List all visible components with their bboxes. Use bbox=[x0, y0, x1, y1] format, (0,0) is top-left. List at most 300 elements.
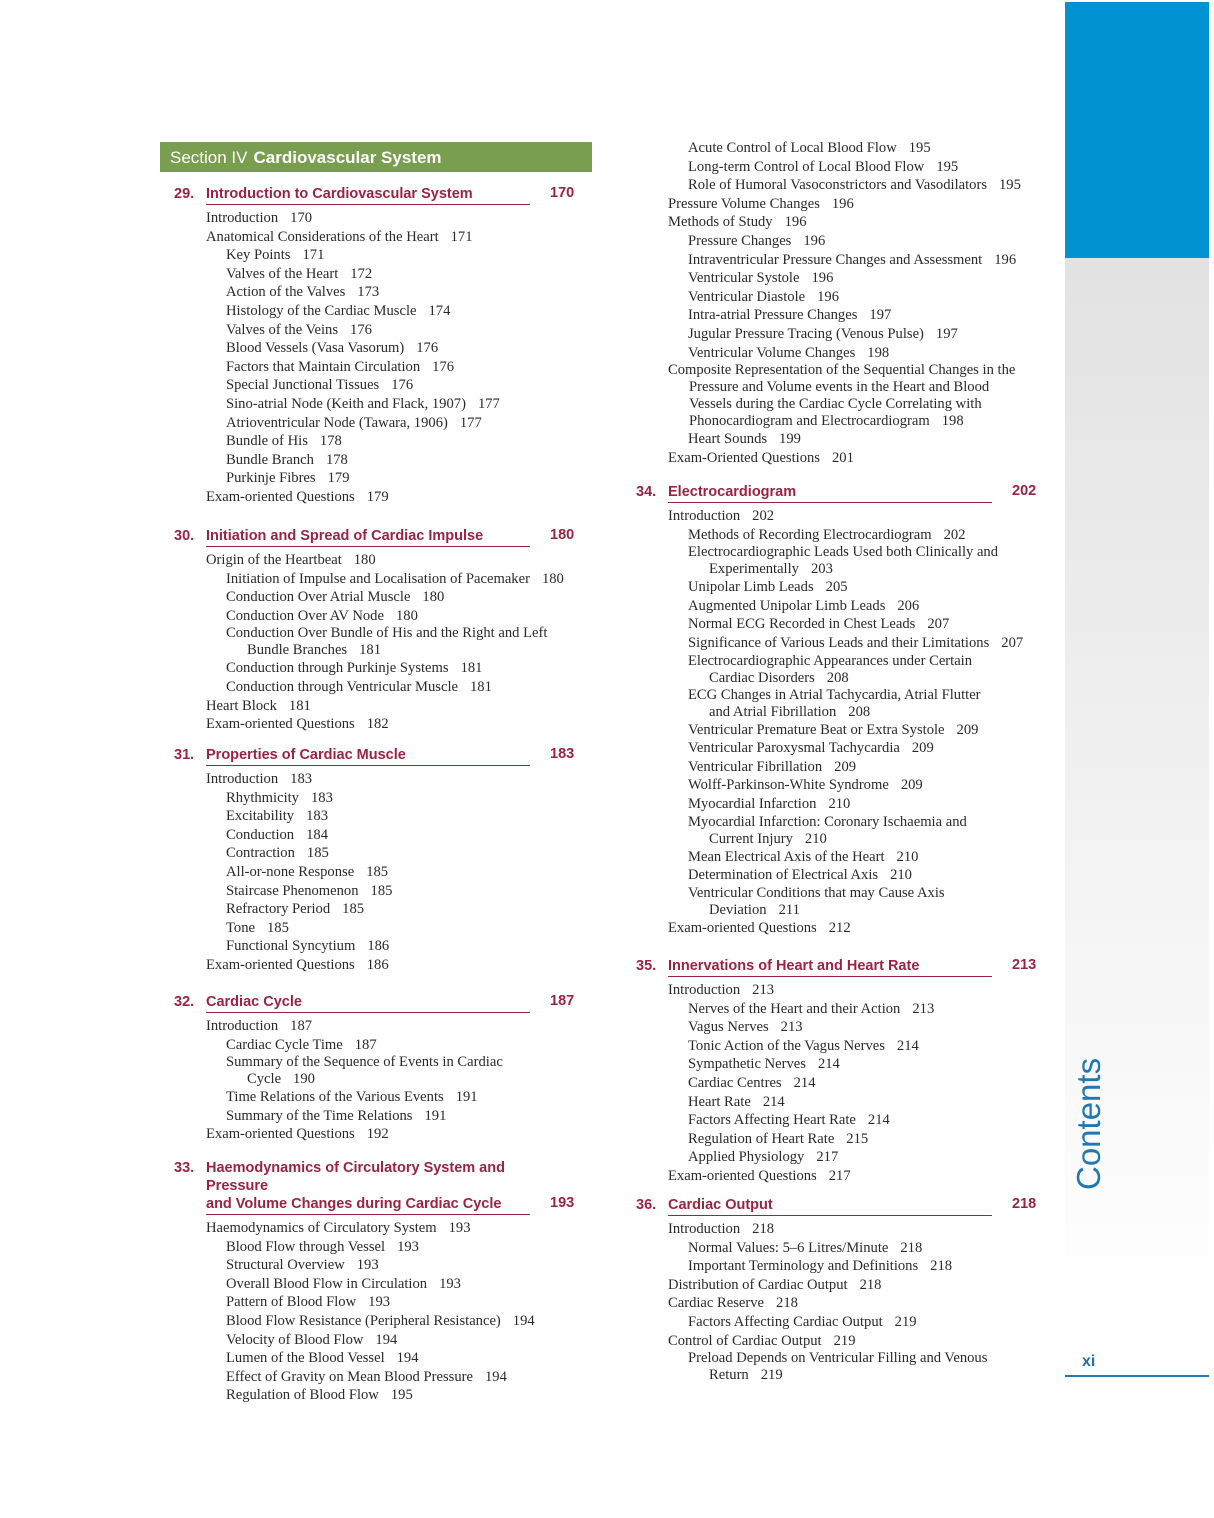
chapter-title[interactable] bbox=[668, 957, 992, 977]
toc-entry[interactable] bbox=[174, 1036, 579, 1055]
entry-page: 176 bbox=[391, 377, 414, 394]
toc-entry[interactable] bbox=[636, 981, 1041, 1000]
toc-entry[interactable] bbox=[174, 588, 579, 607]
chapter-block bbox=[636, 1196, 1041, 1384]
entry-page: 193 bbox=[368, 1294, 391, 1311]
entry-title-continuation bbox=[688, 704, 1041, 721]
toc-entry[interactable] bbox=[174, 1331, 579, 1350]
toc-entry[interactable] bbox=[174, 376, 579, 395]
entry-page: 194 bbox=[484, 1368, 507, 1385]
toc-entry[interactable] bbox=[636, 885, 1041, 919]
entry-page: 217 bbox=[816, 1149, 839, 1166]
entry-title: Factors Affecting Cardiac Output bbox=[688, 1313, 883, 1330]
entry-page: 197 bbox=[935, 325, 958, 342]
entry-title-continuation bbox=[688, 670, 1041, 687]
entry-title-line: Experimentally bbox=[709, 561, 799, 578]
toc-entry[interactable] bbox=[174, 395, 579, 414]
entry-page: 208 bbox=[848, 703, 871, 720]
entry-title: Heart Sounds bbox=[688, 431, 768, 448]
chapter-title-line: Cardiac Cycle bbox=[206, 994, 302, 1010]
entry-title-line: Current Injury bbox=[709, 830, 793, 847]
entry-title: ECG Changes in Atrial Tachycardia, Atrial Flutter bbox=[688, 686, 981, 703]
entry-title-continuation bbox=[688, 1367, 1041, 1384]
entry-page: 185 bbox=[306, 845, 329, 862]
entry-title: Heart Rate bbox=[688, 1093, 751, 1110]
entry-title: Normal Values: 5–6 Litres/Minute bbox=[688, 1239, 889, 1256]
toc-entry[interactable] bbox=[636, 1167, 1041, 1186]
entry-title: Wolff-Parkinson-White Syndrome bbox=[688, 777, 889, 794]
toc-entry[interactable] bbox=[174, 432, 579, 451]
entry-title-line: Return bbox=[709, 1367, 749, 1384]
entry-title-continuation bbox=[668, 379, 1041, 396]
entry-title: Sympathetic Nerves bbox=[688, 1056, 806, 1073]
toc-entry[interactable] bbox=[636, 251, 1041, 270]
entry-title: All-or-none Response bbox=[226, 863, 355, 880]
toc-entry[interactable] bbox=[636, 814, 1041, 848]
entry-page: 176 bbox=[432, 358, 455, 375]
entry-title: Effect of Gravity on Mean Blood Pressure bbox=[226, 1368, 473, 1385]
toc-entry[interactable] bbox=[636, 430, 1041, 449]
toc-entry[interactable] bbox=[174, 469, 579, 488]
entry-page: 196 bbox=[994, 251, 1017, 268]
toc-entry[interactable] bbox=[174, 826, 579, 845]
entry-title: Myocardial Infarction bbox=[688, 795, 817, 812]
entry-page: 219 bbox=[760, 1367, 783, 1384]
entry-page: 187 bbox=[354, 1036, 377, 1053]
toc-entry[interactable] bbox=[174, 882, 579, 901]
entry-page: 209 bbox=[911, 740, 934, 757]
entry-title: Ventricular Conditions that may Cause Axis bbox=[688, 884, 945, 901]
toc-entry[interactable] bbox=[636, 634, 1041, 653]
chapter-number: 35. bbox=[636, 958, 657, 974]
entry-page: 209 bbox=[834, 758, 857, 775]
entry-page: 213 bbox=[752, 982, 775, 998]
chapter-block bbox=[174, 527, 579, 734]
toc-entry[interactable] bbox=[174, 625, 579, 659]
toc-entry[interactable] bbox=[636, 687, 1041, 721]
entry-title: Augmented Unipolar Limb Leads bbox=[688, 597, 886, 614]
entry-title: Significance of Various Leads and their Limitations bbox=[688, 634, 990, 651]
toc-entry[interactable] bbox=[174, 863, 579, 882]
entry-title: Initiation of Impulse and Localisation of Pacemaker bbox=[226, 570, 530, 587]
chapter-title[interactable] bbox=[206, 185, 530, 205]
toc-entry[interactable] bbox=[174, 1256, 579, 1275]
entry-page: 191 bbox=[424, 1107, 447, 1124]
toc-entry[interactable] bbox=[636, 776, 1041, 795]
entry-title: Exam-oriented Questions bbox=[206, 716, 355, 733]
toc-entry[interactable] bbox=[636, 176, 1041, 195]
toc-entry[interactable] bbox=[174, 1125, 579, 1144]
toc-entry[interactable] bbox=[636, 1093, 1041, 1112]
toc-entry[interactable] bbox=[636, 344, 1041, 363]
chapter-title-line: Introduction to Cardiovascular System bbox=[206, 186, 473, 202]
entry-title: Purkinje Fibres bbox=[226, 470, 316, 487]
toc-entry[interactable] bbox=[174, 358, 579, 377]
entry-title: Conduction Over Bundle of His and the Right and Left bbox=[226, 625, 548, 642]
toc-entry[interactable] bbox=[636, 615, 1041, 634]
chapter-block bbox=[636, 957, 1041, 1186]
entry-page: 218 bbox=[776, 1295, 798, 1312]
entry-title: Action of the Valves bbox=[226, 284, 346, 301]
chapter-page: 213 bbox=[1012, 957, 1037, 973]
entry-page: 196 bbox=[817, 288, 840, 305]
toc-entry[interactable] bbox=[174, 607, 579, 626]
entry-title: Regulation of Heart Rate bbox=[688, 1130, 835, 1147]
entry-title: Preload Depends on Ventricular Filling and Venous bbox=[688, 1350, 988, 1367]
toc-entry[interactable] bbox=[174, 302, 579, 321]
entry-title: Heart Block bbox=[206, 697, 277, 714]
toc-entry[interactable] bbox=[174, 1017, 579, 1036]
toc-entry[interactable] bbox=[174, 659, 579, 678]
chapter-title[interactable] bbox=[206, 993, 530, 1013]
entry-page: 210 bbox=[804, 830, 827, 847]
chapter-title[interactable] bbox=[206, 746, 530, 766]
entry-title: Exam-Oriented Questions bbox=[668, 449, 820, 466]
entry-title: Tonic Action of the Vagus Nerves bbox=[688, 1037, 885, 1054]
entry-title: Introduction bbox=[206, 1018, 279, 1034]
entry-title: Blood Vessels (Vasa Vasorum) bbox=[226, 340, 405, 357]
entry-page: 217 bbox=[828, 1167, 851, 1184]
entry-page: 218 bbox=[752, 1221, 775, 1237]
section-header-bar bbox=[160, 142, 592, 172]
chapter-heading[interactable] bbox=[174, 1159, 579, 1215]
toc-entry[interactable] bbox=[174, 551, 579, 570]
entry-page: 171 bbox=[450, 228, 473, 245]
entry-page: 196 bbox=[811, 270, 834, 287]
toc-entry[interactable] bbox=[636, 544, 1041, 578]
entry-page: 205 bbox=[825, 579, 848, 596]
toc-entry[interactable] bbox=[636, 325, 1041, 344]
entry-title-line: Cardiac Disorders bbox=[709, 669, 815, 686]
entry-title: Important Terminology and Definitions bbox=[688, 1258, 919, 1275]
entry-title: Factors Affecting Heart Rate bbox=[688, 1112, 856, 1129]
chapter-page: 183 bbox=[550, 746, 575, 762]
entry-title: Summary of the Sequence of Events in Cardiac bbox=[226, 1054, 503, 1071]
toc-entry[interactable] bbox=[636, 1313, 1041, 1332]
entry-title: Exam-oriented Questions bbox=[668, 1167, 817, 1184]
entry-page: 187 bbox=[290, 1018, 313, 1034]
entry-page: 195 bbox=[908, 140, 931, 156]
entry-page: 210 bbox=[896, 848, 919, 865]
entry-page: 194 bbox=[512, 1312, 535, 1329]
chapter-heading[interactable] bbox=[636, 1196, 1041, 1216]
chapter-title[interactable] bbox=[668, 1196, 992, 1216]
entry-page: 214 bbox=[793, 1074, 816, 1091]
entry-title: Overall Blood Flow in Circulation bbox=[226, 1275, 428, 1292]
entry-title: Cardiac Reserve bbox=[668, 1295, 765, 1312]
toc-entry[interactable] bbox=[636, 866, 1041, 885]
entry-title: Blood Flow through Vessel bbox=[226, 1238, 386, 1255]
toc-entry[interactable] bbox=[174, 1293, 579, 1312]
chapter-heading[interactable] bbox=[174, 993, 579, 1013]
entry-page: 207 bbox=[1001, 634, 1024, 651]
contents-label-text: Contents bbox=[1070, 1057, 1107, 1190]
entry-page: 197 bbox=[869, 307, 892, 324]
entry-title: Determination of Electrical Axis bbox=[688, 867, 879, 884]
entry-title: Conduction bbox=[226, 826, 295, 843]
toc-entry[interactable] bbox=[174, 1275, 579, 1294]
entry-page: 196 bbox=[831, 195, 854, 212]
entry-page: 177 bbox=[459, 414, 482, 431]
toc-entry[interactable] bbox=[174, 1107, 579, 1126]
toc-entry[interactable] bbox=[174, 283, 579, 302]
chapter-heading[interactable] bbox=[636, 957, 1041, 977]
entry-page: 185 bbox=[266, 919, 289, 936]
entry-page: 193 bbox=[448, 1220, 471, 1236]
chapter-number: 29. bbox=[174, 186, 195, 202]
entry-page: 181 bbox=[460, 660, 483, 677]
chapter-title[interactable] bbox=[668, 483, 992, 503]
toc-entry[interactable] bbox=[174, 1054, 579, 1088]
entry-page: 177 bbox=[477, 395, 500, 412]
entry-title: Bundle of His bbox=[226, 433, 308, 450]
toc-entry[interactable] bbox=[636, 1276, 1041, 1295]
entry-title: Electrocardiographic Appearances under Certain bbox=[688, 652, 973, 669]
chapter-title-line: Cardiac Output bbox=[668, 1197, 773, 1213]
chapter-page: 187 bbox=[550, 993, 575, 1009]
toc-entry[interactable] bbox=[636, 1018, 1041, 1037]
entry-title: Conduction Over AV Node bbox=[226, 607, 384, 624]
toc-entry[interactable] bbox=[636, 1130, 1041, 1149]
toc-entry[interactable] bbox=[174, 807, 579, 826]
toc-entry[interactable] bbox=[636, 1111, 1041, 1130]
toc-entry[interactable] bbox=[174, 900, 579, 919]
page-number-rule bbox=[1065, 1375, 1209, 1377]
chapter-number: 30. bbox=[174, 528, 195, 544]
toc-entry[interactable] bbox=[174, 321, 579, 340]
toc-entry[interactable] bbox=[636, 1055, 1041, 1074]
entry-title: Pressure Changes bbox=[688, 232, 792, 249]
toc-entry[interactable] bbox=[636, 848, 1041, 867]
toc-entry[interactable] bbox=[636, 306, 1041, 325]
toc-entry[interactable] bbox=[174, 919, 579, 938]
toc-entry[interactable] bbox=[636, 1239, 1041, 1258]
entry-page: 213 bbox=[780, 1019, 803, 1036]
chapter-number: 33. bbox=[174, 1160, 195, 1176]
toc-entry[interactable] bbox=[636, 1294, 1041, 1313]
toc-entry[interactable] bbox=[174, 697, 579, 716]
toc-entry[interactable] bbox=[174, 956, 579, 975]
chapter-heading[interactable] bbox=[174, 185, 579, 205]
entry-title-line: Phonocardiogram and Electrocardiogram bbox=[689, 413, 930, 430]
toc-entry[interactable] bbox=[636, 795, 1041, 814]
entry-page: 218 bbox=[930, 1258, 953, 1275]
chapter-heading[interactable] bbox=[174, 746, 579, 766]
entry-title: Conduction Over Atrial Muscle bbox=[226, 589, 411, 606]
chapter-title[interactable] bbox=[206, 527, 530, 547]
entry-page: 202 bbox=[752, 508, 775, 524]
entry-page: 182 bbox=[366, 716, 389, 733]
section-title: Cardiovascular System bbox=[253, 148, 442, 167]
entry-title: Staircase Phenomenon bbox=[226, 882, 359, 899]
toc-entry[interactable] bbox=[636, 213, 1041, 232]
chapter-page: 218 bbox=[1012, 1196, 1037, 1212]
toc-entry[interactable] bbox=[174, 1368, 579, 1387]
entry-title: Control of Cardiac Output bbox=[668, 1332, 822, 1349]
toc-entry[interactable] bbox=[636, 526, 1041, 545]
entry-page: 181 bbox=[469, 678, 492, 695]
toc-entry[interactable] bbox=[636, 139, 1041, 158]
toc-entry[interactable] bbox=[174, 339, 579, 358]
toc-entry[interactable] bbox=[174, 844, 579, 863]
entry-page: 199 bbox=[779, 431, 801, 448]
entry-title: Introduction bbox=[206, 771, 279, 787]
toc-entry[interactable] bbox=[174, 1349, 579, 1368]
entry-page: 180 bbox=[541, 570, 564, 587]
toc-entry[interactable] bbox=[174, 228, 579, 247]
entry-title: Refractory Period bbox=[226, 901, 331, 918]
entry-page: 193 bbox=[439, 1275, 461, 1292]
toc-entry[interactable] bbox=[174, 209, 579, 228]
toc-entry[interactable] bbox=[636, 578, 1041, 597]
toc-entry[interactable] bbox=[636, 1350, 1041, 1384]
entry-page: 170 bbox=[290, 210, 313, 226]
entry-title: Structural Overview bbox=[226, 1257, 345, 1274]
toc-entry[interactable] bbox=[636, 288, 1041, 307]
entry-title: Special Junctional Tissues bbox=[226, 377, 380, 394]
entry-page: 192 bbox=[366, 1126, 389, 1143]
toc-entry[interactable] bbox=[636, 232, 1041, 251]
toc-entry[interactable] bbox=[636, 721, 1041, 740]
toc-entry[interactable] bbox=[174, 570, 579, 589]
chapter-number: 31. bbox=[174, 747, 195, 763]
toc-entry[interactable] bbox=[174, 246, 579, 265]
toc-entry[interactable] bbox=[636, 158, 1041, 177]
toc-entry[interactable] bbox=[174, 678, 579, 697]
entry-page: 198 bbox=[867, 344, 890, 361]
chapter-number: 32. bbox=[174, 994, 195, 1010]
entry-page: 185 bbox=[370, 882, 393, 899]
chapter-page: 180 bbox=[550, 527, 575, 543]
toc-entry[interactable] bbox=[174, 770, 579, 789]
toc-entry[interactable] bbox=[636, 1148, 1041, 1167]
entry-title: Unipolar Limb Leads bbox=[688, 579, 814, 596]
entry-title: Acute Control of Local Blood Flow bbox=[688, 140, 897, 156]
toc-entry[interactable] bbox=[636, 449, 1041, 468]
entry-title: Applied Physiology bbox=[688, 1149, 805, 1166]
toc-entry[interactable] bbox=[636, 362, 1041, 430]
toc-entry[interactable] bbox=[636, 507, 1041, 526]
entry-title-continuation bbox=[226, 642, 579, 659]
toc-entry[interactable] bbox=[636, 1220, 1041, 1239]
entry-title: Ventricular Diastole bbox=[688, 288, 806, 305]
entry-page: 195 bbox=[390, 1387, 413, 1404]
chapter-title[interactable] bbox=[206, 1159, 530, 1215]
entry-page: 219 bbox=[894, 1313, 917, 1330]
toc-entry[interactable] bbox=[174, 1386, 579, 1405]
chapter-heading[interactable] bbox=[636, 483, 1041, 503]
toc-entry[interactable] bbox=[174, 1312, 579, 1331]
toc-entry[interactable] bbox=[174, 451, 579, 470]
entry-title: Anatomical Considerations of the Heart bbox=[206, 228, 439, 245]
section-label: Section IV bbox=[170, 148, 248, 167]
entry-page: 203 bbox=[810, 561, 833, 578]
chapter-page: 193 bbox=[550, 1195, 575, 1211]
chapter-block bbox=[174, 746, 579, 975]
entry-page: 214 bbox=[867, 1112, 890, 1129]
toc-entry[interactable] bbox=[636, 195, 1041, 214]
entry-title: Atrioventricular Node (Tawara, 1906) bbox=[226, 414, 448, 431]
entry-page: 186 bbox=[367, 938, 390, 955]
entry-page: 174 bbox=[428, 302, 451, 319]
entry-page: 208 bbox=[826, 669, 849, 686]
toc-entry[interactable] bbox=[636, 1074, 1041, 1093]
entry-page: 195 bbox=[999, 177, 1021, 194]
chapter-title-line: Initiation and Spread of Cardiac Impulse bbox=[206, 528, 484, 544]
entry-page: 218 bbox=[859, 1276, 882, 1293]
entry-title-continuation bbox=[668, 413, 1041, 430]
toc-entry[interactable] bbox=[174, 265, 579, 284]
toc-entry[interactable] bbox=[174, 1088, 579, 1107]
entry-title: Pattern of Blood Flow bbox=[226, 1294, 357, 1311]
entry-title: Role of Humoral Vasoconstrictors and Vasodilators bbox=[688, 177, 987, 194]
toc-entry[interactable] bbox=[174, 1219, 579, 1238]
toc-entry[interactable] bbox=[636, 597, 1041, 616]
entry-title: Valves of the Veins bbox=[226, 321, 339, 338]
chapter-number: 36. bbox=[636, 1197, 657, 1213]
toc-entry[interactable] bbox=[636, 269, 1041, 288]
entry-page: 193 bbox=[397, 1238, 419, 1255]
toc-entry[interactable] bbox=[636, 1037, 1041, 1056]
entry-title: Tone bbox=[226, 919, 255, 936]
toc-entry[interactable] bbox=[636, 1332, 1041, 1351]
entry-page: 202 bbox=[943, 526, 966, 543]
chapter-heading[interactable] bbox=[174, 527, 579, 547]
entry-title-line: Vessels during the Cardiac Cycle Correlating with bbox=[689, 396, 982, 413]
entry-title: Regulation of Blood Flow bbox=[226, 1387, 379, 1404]
entry-page: 196 bbox=[803, 232, 826, 249]
toc-entry[interactable] bbox=[636, 1000, 1041, 1019]
chapter-number: 34. bbox=[636, 484, 657, 500]
entry-title: Bundle Branch bbox=[226, 451, 314, 468]
toc-entry[interactable] bbox=[636, 1257, 1041, 1276]
toc-entry[interactable] bbox=[174, 414, 579, 433]
chapter-block bbox=[174, 993, 579, 1144]
toc-entry[interactable] bbox=[636, 758, 1041, 777]
entry-page: 179 bbox=[327, 470, 350, 487]
toc-entry[interactable] bbox=[174, 789, 579, 808]
entry-title: Haemodynamics of Circulatory System bbox=[206, 1220, 437, 1236]
entry-title: Conduction through Ventricular Muscle bbox=[226, 678, 458, 695]
entry-title: Origin of the Heartbeat bbox=[206, 552, 342, 568]
entry-page: 180 bbox=[353, 552, 376, 568]
side-tab-blue-block bbox=[1065, 2, 1209, 258]
entry-title-continuation bbox=[688, 902, 1041, 919]
entry-title-line: and Atrial Fibrillation bbox=[709, 703, 837, 720]
toc-entry[interactable] bbox=[174, 488, 579, 507]
entry-title-line: Cycle bbox=[247, 1071, 282, 1088]
toc-entry[interactable] bbox=[636, 653, 1041, 687]
entry-title: Methods of Study bbox=[668, 214, 773, 231]
entry-title: Mean Electrical Axis of the Heart bbox=[688, 848, 885, 865]
entry-title: Intraventricular Pressure Changes and Assessment bbox=[688, 251, 983, 268]
entry-title: Functional Syncytium bbox=[226, 938, 356, 955]
entry-title: Introduction bbox=[206, 210, 279, 226]
entry-title-continuation bbox=[688, 561, 1041, 578]
toc-entry[interactable] bbox=[636, 739, 1041, 758]
toc-entry[interactable] bbox=[174, 1238, 579, 1257]
toc-entry[interactable] bbox=[174, 937, 579, 956]
entry-title: Distribution of Cardiac Output bbox=[668, 1276, 848, 1293]
entry-page: 190 bbox=[293, 1071, 315, 1088]
entry-title: Rhythmicity bbox=[226, 789, 299, 806]
entry-title: Introduction bbox=[668, 508, 741, 524]
toc-entry[interactable] bbox=[174, 715, 579, 734]
toc-entry[interactable] bbox=[636, 919, 1041, 938]
entry-title: Blood Flow Resistance (Peripheral Resistance) bbox=[226, 1312, 501, 1329]
entry-page: 186 bbox=[366, 956, 389, 973]
entry-page: 183 bbox=[306, 808, 328, 825]
